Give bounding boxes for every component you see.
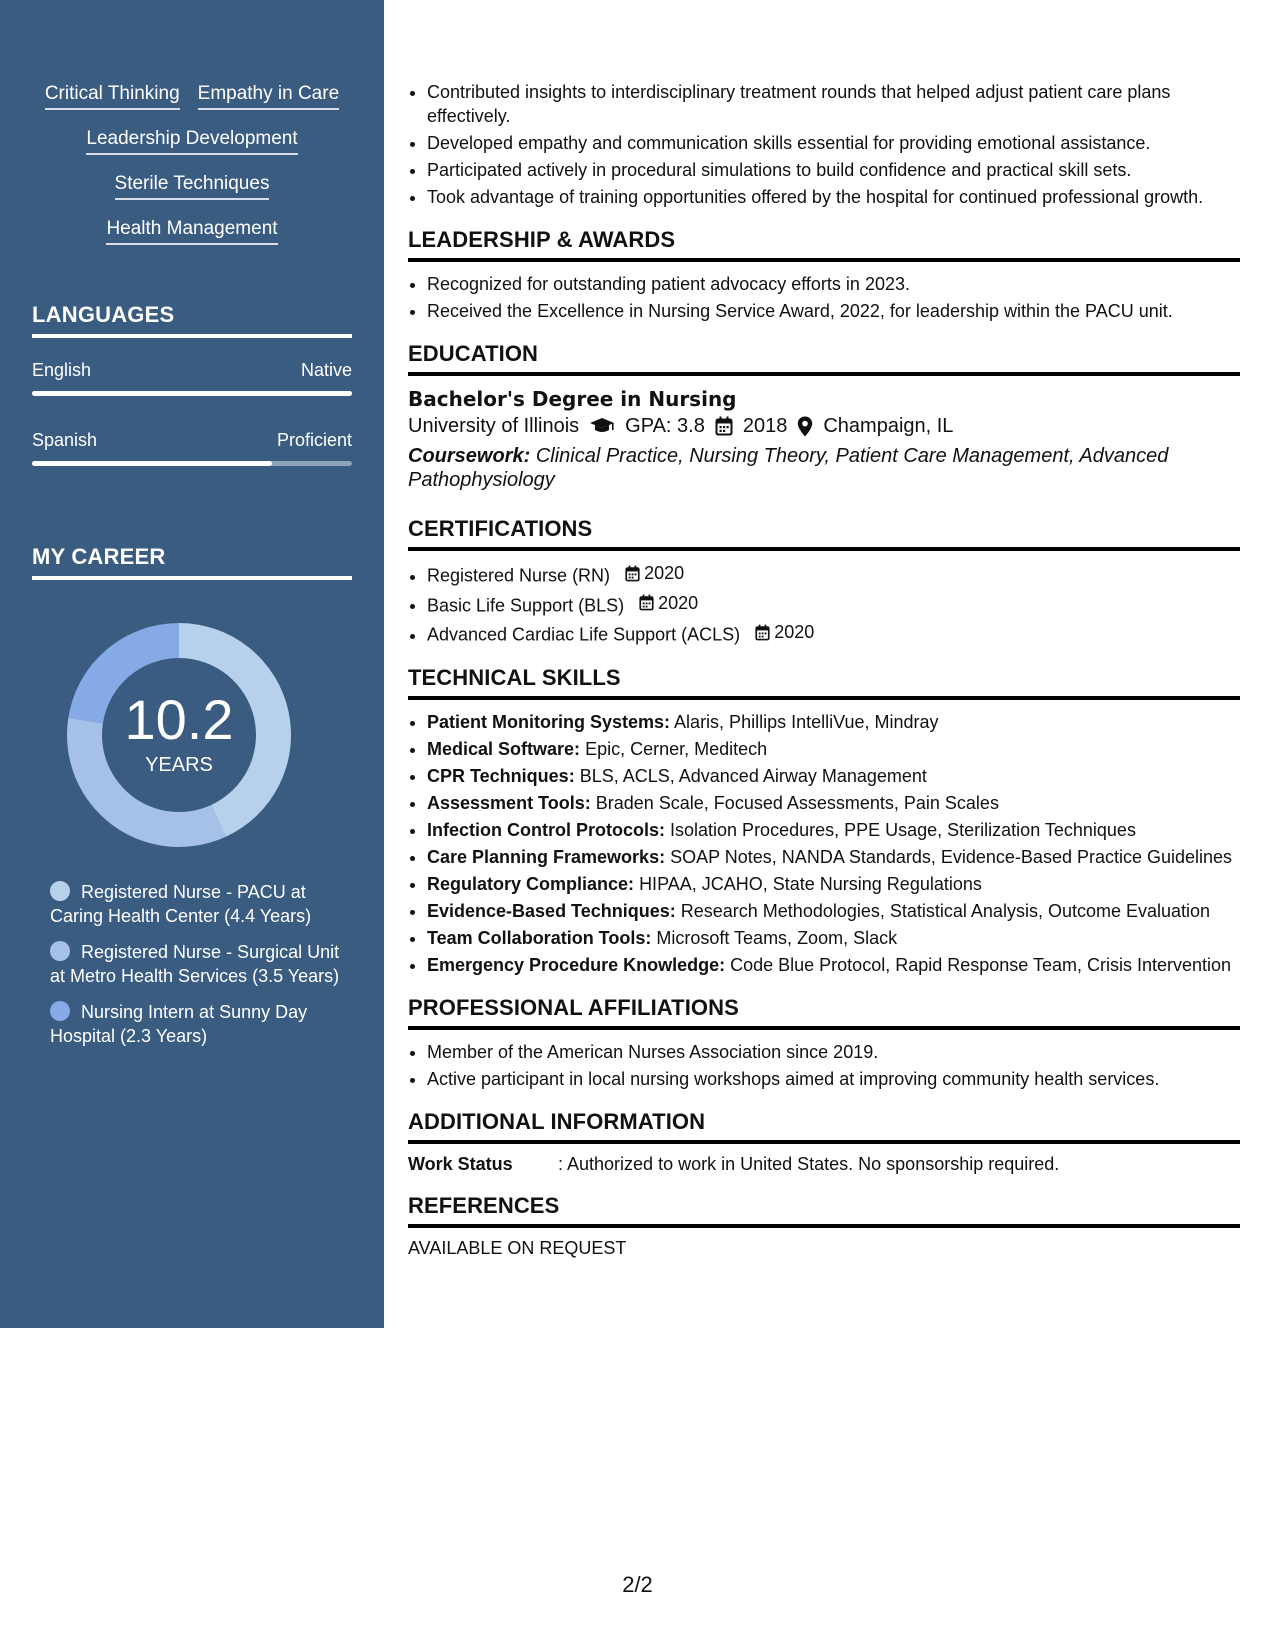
language-bar [32, 391, 352, 396]
technical-skill-item [427, 899, 1240, 923]
page-number: 2/2 [622, 1572, 653, 1597]
language-bar-fill [32, 391, 352, 396]
skill-label: Infection Control Protocols: [427, 819, 665, 840]
affiliation-item: • Active participant in local nursing workshops aimed at improving community health services. [427, 1067, 1240, 1091]
skill-label: Emergency Procedure Knowledge: [427, 954, 726, 975]
experience-bullet: • Developed empathy and communication skills essential for providing emotional assistance. [427, 131, 1240, 155]
skill-label: Medical Software: [427, 738, 581, 759]
skill-value: Microsoft Teams, Zoom, Slack [656, 927, 898, 948]
career-donut-chart [66, 622, 292, 848]
experience-bullet: • Participated actively in procedural simulations to build confidence and practical skill sets. [427, 158, 1240, 182]
skill-label: Assessment Tools: [427, 792, 591, 813]
career-legend-item [50, 940, 340, 988]
skill-value: BLS, ACLS, Advanced Airway Management [579, 765, 927, 786]
education-details [408, 412, 1240, 440]
certification-year: 2020 [644, 563, 685, 583]
references-heading: REFERENCES [408, 1193, 1240, 1228]
language-bar-fill [32, 461, 272, 466]
skill-label: Team Collaboration Tools: [427, 927, 652, 948]
main-content [408, 80, 1240, 1259]
skills-list [32, 82, 352, 262]
career-legend [50, 880, 340, 1060]
leadership-item: • Recognized for outstanding patient advocacy efforts in 2023. [427, 272, 1240, 296]
certification-year: 2020 [658, 592, 699, 613]
legend-dot [50, 881, 70, 901]
skill-tag: Critical Thinking [45, 82, 180, 110]
sidebar [0, 0, 384, 1328]
education-heading: EDUCATION [408, 341, 1240, 376]
skill-value: Alaris, Phillips IntelliVue, Mindray [674, 711, 939, 732]
certification-name: Registered Nurse (RN) [427, 565, 611, 586]
language-bar [32, 461, 352, 466]
location-pin-icon [797, 416, 813, 437]
calendar-icon [715, 416, 733, 436]
skill-tag: Empathy in Care [198, 82, 340, 110]
certification-name: Advanced Cardiac Life Support (ACLS) [427, 624, 741, 645]
language-name: Spanish [32, 430, 98, 450]
calendar-icon [625, 565, 640, 582]
technical-skill-item [427, 737, 1240, 761]
technical-skills-heading: TECHNICAL SKILLS [408, 665, 1240, 700]
certification-item [427, 561, 1240, 588]
additional-info-heading: ADDITIONAL INFORMATION [408, 1109, 1240, 1144]
work-status-value: : Authorized to work in United States. No sponsorship required. [558, 1153, 1060, 1174]
skill-value: Braden Scale, Focused Assessments, Pain Scales [595, 792, 999, 813]
skill-value: SOAP Notes, NANDA Standards, Evidence-Based Practice Guidelines [670, 846, 1233, 867]
language-spanish [32, 430, 352, 466]
education-coursework [408, 444, 1240, 492]
career-legend-text: Registered Nurse - Surgical Unit at Metro Health Services (3.5 Years) [50, 942, 340, 986]
education-school: University of Illinois [408, 415, 580, 437]
experience-bullets [408, 80, 1240, 209]
affiliations-heading: PROFESSIONAL AFFILIATIONS [408, 995, 1240, 1030]
skill-tag: Health Management [106, 217, 277, 245]
work-status-label: Work Status [408, 1153, 513, 1174]
skill-label: Regulatory Compliance: [427, 873, 635, 894]
certifications-list [408, 561, 1240, 647]
skill-value: Epic, Cerner, Meditech [585, 738, 768, 759]
education-gpa: GPA: 3.8 [625, 415, 705, 437]
leadership-heading: LEADERSHIP & AWARDS [408, 227, 1240, 262]
technical-skills-list [408, 710, 1240, 977]
skill-label: Patient Monitoring Systems: [427, 711, 671, 732]
technical-skill-item [427, 764, 1240, 788]
experience-bullet: • Took advantage of training opportunities offered by the hospital for continued professional growth. [427, 185, 1240, 209]
certification-item [427, 591, 1240, 618]
technical-skill-item [427, 791, 1240, 815]
affiliation-item: • Member of the American Nurses Association since 2019. [427, 1040, 1240, 1064]
skill-tag: Sterile Techniques [115, 172, 270, 200]
technical-skill-item [427, 710, 1240, 734]
skill-value: Code Blue Protocol, Rapid Response Team, Crisis Intervention [730, 954, 1232, 975]
career-legend-item [50, 880, 340, 928]
certification-year: 2020 [774, 622, 815, 642]
technical-skill-item [427, 872, 1240, 896]
leadership-item: • Received the Excellence in Nursing Service Award, 2022, for leadership within the PACU unit. [427, 299, 1240, 323]
references-text: AVAILABLE ON REQUEST [408, 1237, 627, 1258]
career-total-unit: YEARS [145, 754, 213, 776]
calendar-icon [755, 624, 770, 641]
career-heading: MY CAREER [32, 544, 352, 580]
language-english [32, 360, 352, 396]
coursework-label: Coursework: [408, 445, 531, 467]
technical-skill-item [427, 953, 1240, 977]
language-level: Native [300, 360, 352, 380]
technical-skill-item [427, 818, 1240, 842]
languages-heading: LANGUAGES [32, 302, 352, 338]
legend-dot [50, 1001, 70, 1021]
work-status-row [408, 1154, 1240, 1175]
certification-item [427, 620, 1240, 647]
career-legend-text: Nursing Intern at Sunny Day Hospital (2.3 Years) [50, 1002, 308, 1046]
coursework-text: Clinical Practice, Nursing Theory, Patient Care Management, Advanced Pathophysiology [408, 445, 1169, 491]
technical-skill-item [427, 845, 1240, 869]
career-total-years: 10.2 [124, 688, 234, 751]
language-level: Proficient [276, 430, 352, 450]
education-degree: Bachelor's Degree in Nursing [408, 387, 737, 411]
skill-value: HIPAA, JCAHO, State Nursing Regulations [639, 873, 982, 894]
skill-value: Research Methodologies, Statistical Analysis, Outcome Evaluation [680, 900, 1211, 921]
experience-bullet: • Contributed insights to interdisciplinary treatment rounds that helped adjust patient care plans effectively. [427, 80, 1240, 128]
skill-value: Isolation Procedures, PPE Usage, Sterilization Techniques [670, 819, 1136, 840]
certifications-heading: CERTIFICATIONS [408, 516, 1240, 551]
calendar-icon [639, 594, 654, 611]
leadership-list [408, 272, 1240, 323]
education-year: 2018 [742, 415, 788, 437]
career-legend-item [50, 1000, 340, 1048]
skill-label: CPR Techniques: [427, 765, 575, 786]
language-name: English [32, 360, 92, 380]
legend-dot [50, 941, 70, 961]
career-legend-text: Registered Nurse - PACU at Caring Health Center (4.4 Years) [50, 882, 312, 926]
education-location: Champaign, IL [823, 415, 954, 437]
affiliations-list [408, 1040, 1240, 1091]
technical-skill-item [427, 926, 1240, 950]
graduation-cap-icon [589, 417, 615, 435]
certification-name: Basic Life Support (BLS) [427, 595, 625, 615]
skill-label: Evidence-Based Techniques: [427, 900, 676, 921]
skill-tag: Leadership Development [86, 127, 297, 155]
skill-label: Care Planning Frameworks: [427, 846, 666, 867]
